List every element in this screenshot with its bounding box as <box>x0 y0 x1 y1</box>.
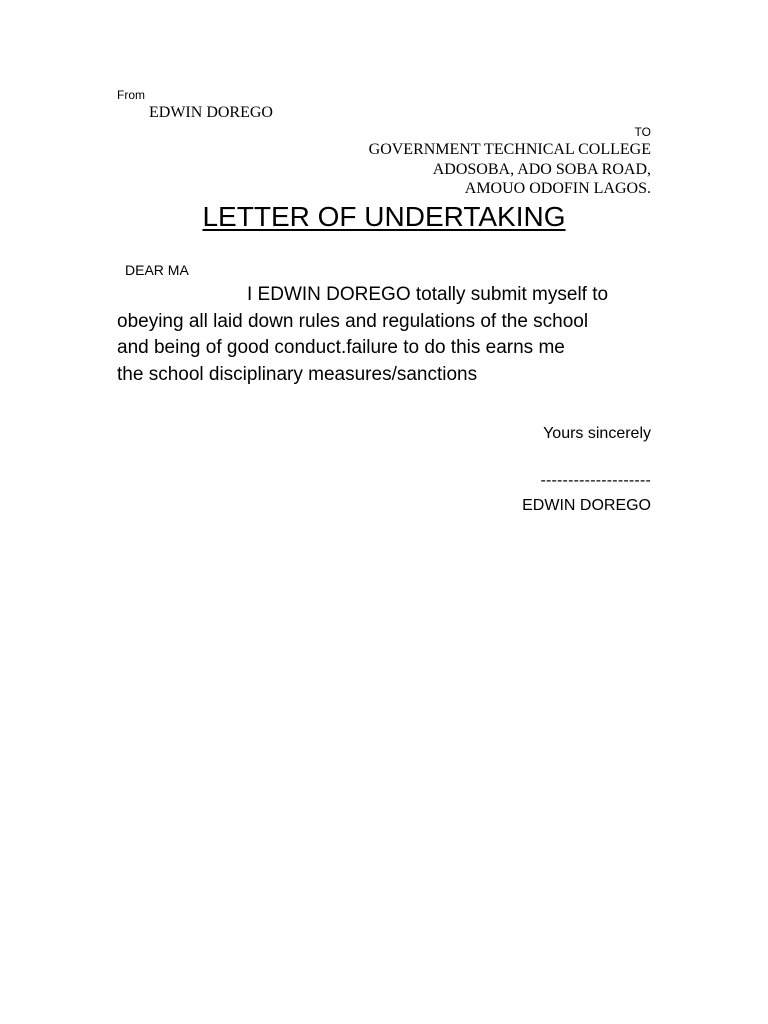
body-line: the school disciplinary measures/sanctions <box>117 363 478 385</box>
body-line: and being of good conduct.failure to do this earns me <box>117 337 565 358</box>
body-line: obeying all laid down rules and regulations of the school <box>117 310 589 332</box>
from-label: From <box>117 88 145 102</box>
recipient-address <box>369 140 651 199</box>
letter-body <box>117 282 657 388</box>
salutation: DEAR MA <box>125 262 189 278</box>
recipient-line: GOVERNMENT TECHNICAL COLLEGE <box>368 141 651 158</box>
sender-name: EDWIN DOREGO <box>149 104 273 121</box>
closing: Yours sincerely <box>543 425 651 442</box>
signature-line: -------------------- <box>540 472 651 489</box>
letter-title: LETTER OF UNDERTAKING <box>202 201 566 232</box>
to-label: TO <box>634 125 651 139</box>
recipient-line: AMOUO ODOFIN LAGOS. <box>464 180 651 197</box>
signature-name: EDWIN DOREGO <box>522 497 651 514</box>
recipient-line: ADOSOBA, ADO SOBA ROAD, <box>432 160 651 178</box>
body-line: I EDWIN DOREGO totally submit myself to <box>247 284 609 305</box>
